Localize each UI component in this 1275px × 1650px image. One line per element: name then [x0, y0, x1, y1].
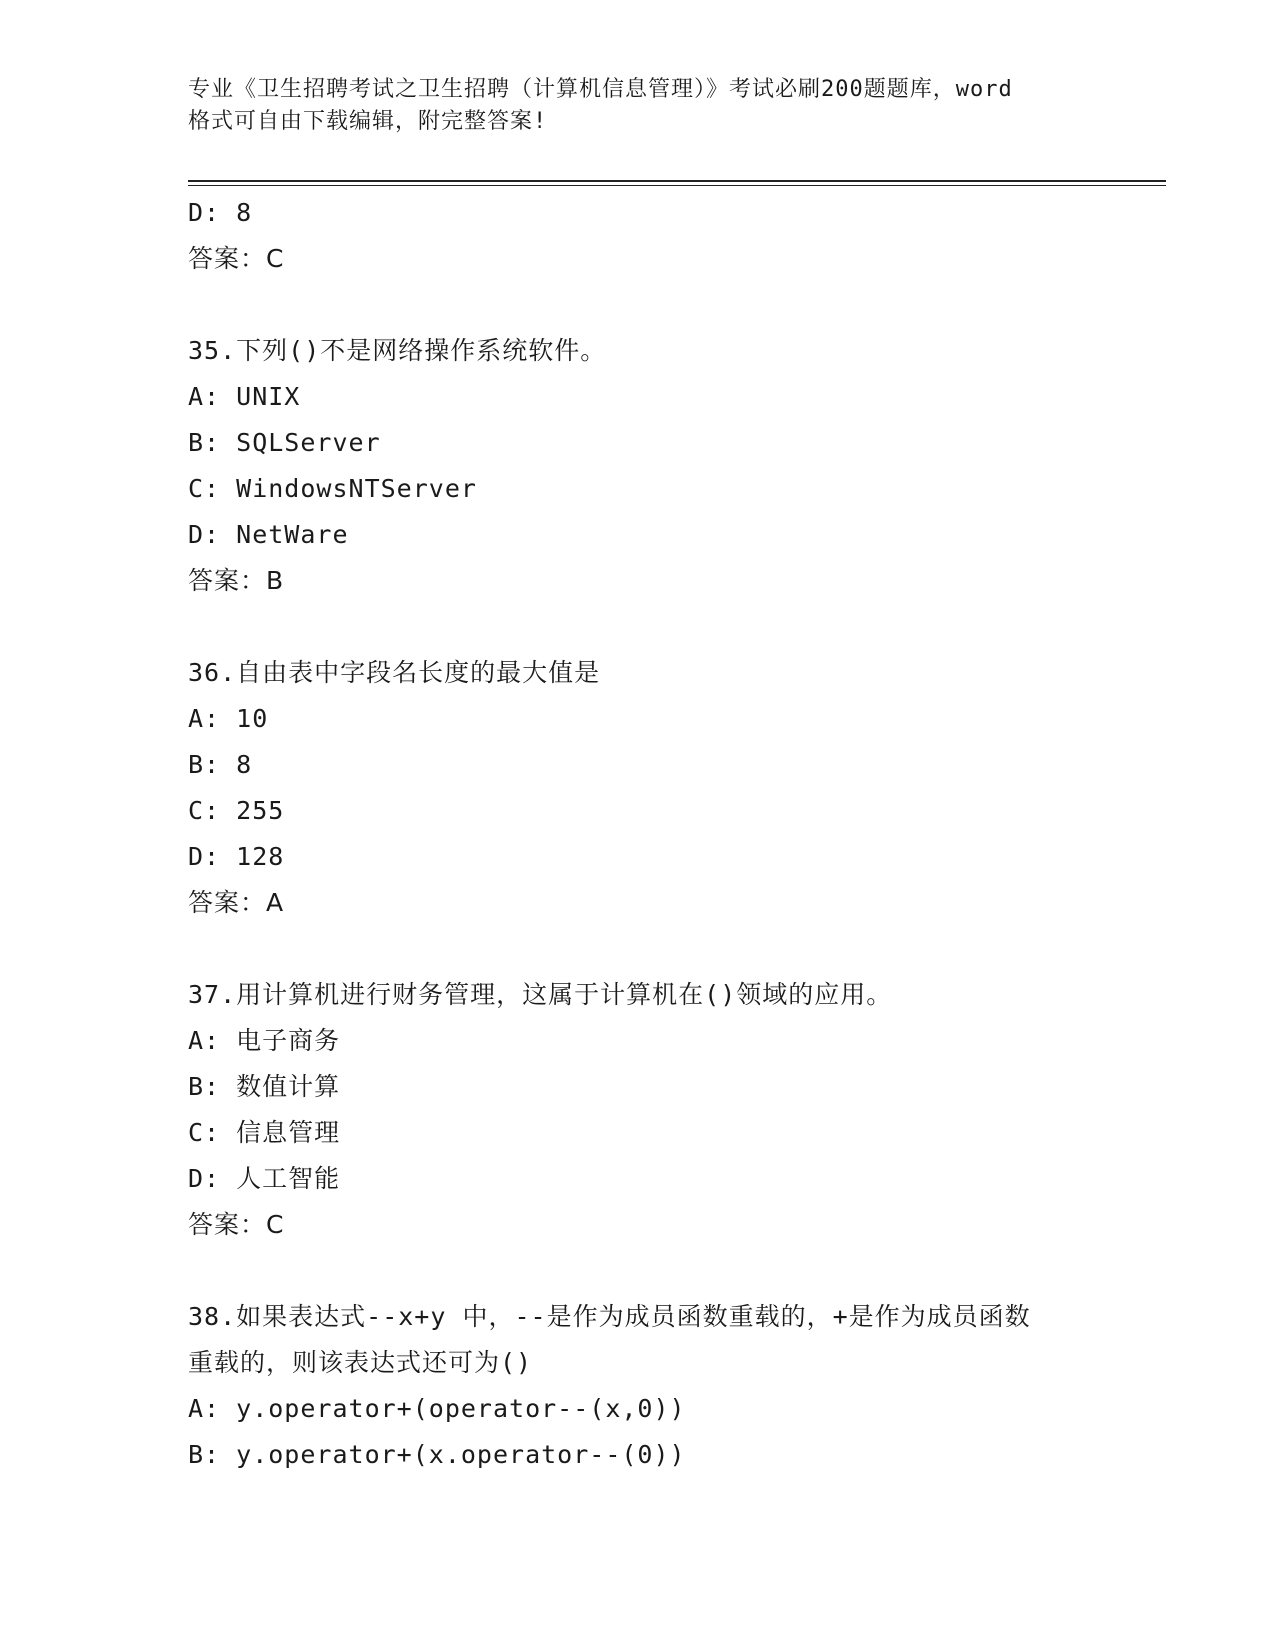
- question-list: [188, 190, 1088, 1478]
- question-35: [188, 328, 1088, 604]
- question-title: 36.自由表中字段名长度的最大值是: [188, 658, 601, 687]
- option-d: D: 128: [188, 842, 285, 871]
- option-a: A: 电子商务: [188, 1026, 341, 1055]
- question-title-line-2: 重载的，则该表达式还可为(): [188, 1348, 533, 1377]
- option-a: A: UNIX: [188, 382, 301, 411]
- option-b: B: 8: [188, 750, 253, 779]
- option-b: B: y.operator+(x.operator--(0)): [188, 1440, 686, 1469]
- option-c: C: 信息管理: [188, 1118, 341, 1147]
- option-a: A: y.operator+(operator--(x,0)): [188, 1394, 686, 1423]
- answer: 答案：B: [188, 566, 285, 595]
- question-title-line-1: 38.如果表达式--x+y 中，--是作为成员函数重载的，+是作为成员函数: [188, 1302, 1031, 1331]
- option-d: D: NetWare: [188, 520, 349, 549]
- answer: 答案：A: [188, 888, 285, 917]
- prev-option-d: D: 8: [188, 198, 253, 227]
- option-a: A: 10: [188, 704, 269, 733]
- answer: 答案：C: [188, 1210, 285, 1239]
- document-header: [188, 74, 1088, 138]
- prev-answer: 答案：C: [188, 244, 285, 273]
- option-b: B: 数值计算: [188, 1072, 341, 1101]
- question-36: [188, 650, 1088, 926]
- option-c: C: WindowsNTServer: [188, 474, 477, 503]
- question-title: 35.下列()不是网络操作系统软件。: [188, 336, 607, 365]
- header-line-2: 格式可自由下载编辑，附完整答案!: [188, 109, 548, 134]
- header-rule-thick: [188, 180, 1166, 182]
- spacer: [188, 1248, 1088, 1294]
- header-rule-thin: [188, 185, 1166, 186]
- question-37: [188, 972, 1088, 1248]
- spacer: [188, 282, 1088, 328]
- option-d: D: 人工智能: [188, 1164, 341, 1193]
- option-c: C: 255: [188, 796, 285, 825]
- question-38: [188, 1294, 1088, 1478]
- option-b: B: SQLServer: [188, 428, 381, 457]
- question-title: 37.用计算机进行财务管理，这属于计算机在()领域的应用。: [188, 980, 893, 1009]
- spacer: [188, 604, 1088, 650]
- spacer: [188, 926, 1088, 972]
- header-line-1: 专业《卫生招聘考试之卫生招聘（计算机信息管理）》考试必刷200题题库，word: [188, 77, 1013, 102]
